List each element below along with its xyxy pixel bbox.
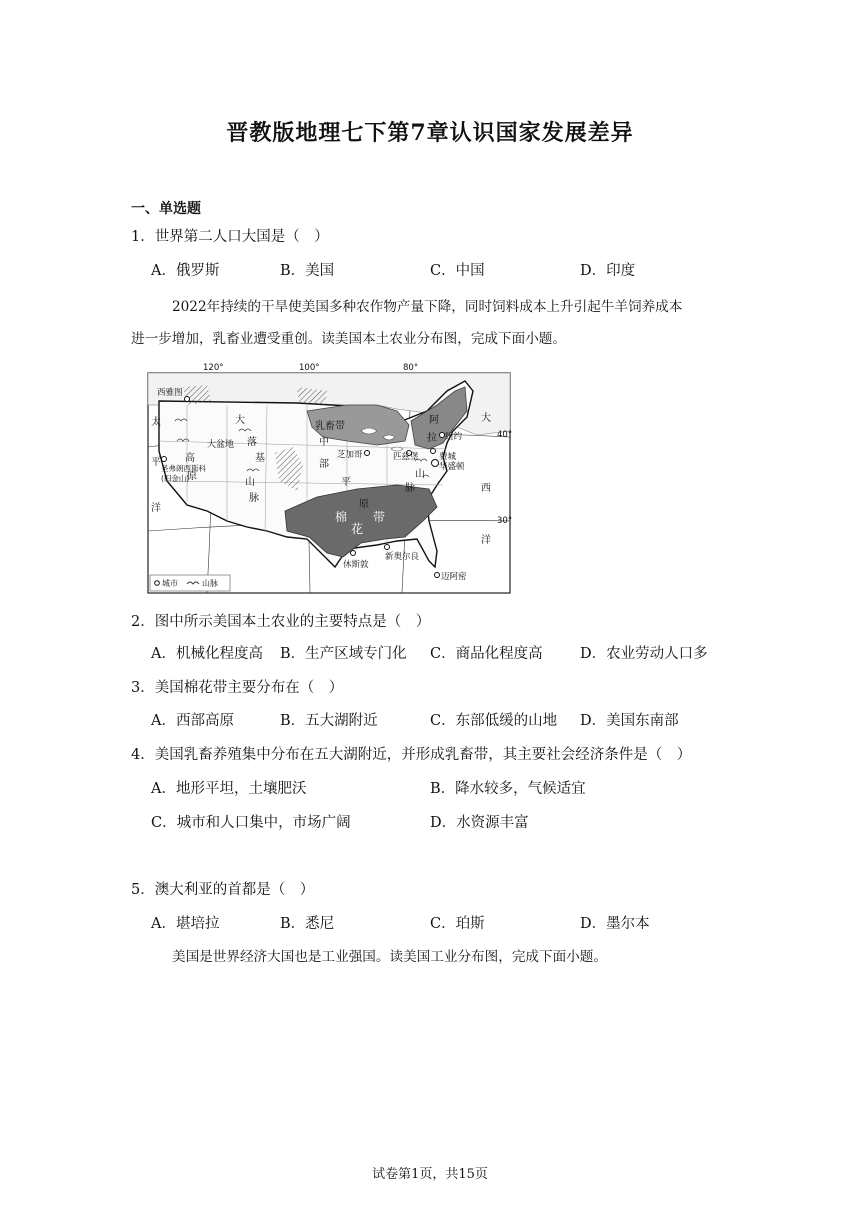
svg-text:(旧金山): (旧金山) bbox=[161, 474, 190, 483]
question-1-option-c: C．中国 bbox=[430, 263, 485, 279]
section-heading: 一、单选题 bbox=[131, 201, 201, 217]
city-miami: 迈阿密 bbox=[441, 572, 467, 582]
question-3-stem: 3．美国棉花带主要分布在（ ） bbox=[131, 680, 344, 696]
question-3-option-d: D．美国东南部 bbox=[580, 713, 679, 729]
svg-text:原: 原 bbox=[187, 471, 197, 482]
svg-text:大: 大 bbox=[481, 413, 491, 424]
lat-40-label: 40° bbox=[497, 430, 512, 440]
cotton-belt-label-3: 带 bbox=[373, 510, 386, 524]
passage-2: 美国是世界经济大国也是工业强国。读美国工业分布图，完成下面小题。 bbox=[172, 949, 607, 965]
passage-1-line-1: 2022年持续的干旱使美国多种农作物产量下降，同时饲料成本上升引起牛羊饲养成本 bbox=[172, 299, 683, 315]
svg-text:中: 中 bbox=[319, 437, 329, 448]
lat-30-label: 30° bbox=[497, 516, 512, 526]
city-washington: 华盛顿 bbox=[439, 462, 465, 472]
question-1-option-d: D．印度 bbox=[580, 263, 636, 279]
cotton-belt-label-1: 棉 bbox=[335, 510, 348, 524]
svg-text:落: 落 bbox=[247, 437, 257, 448]
svg-text:平: 平 bbox=[341, 477, 351, 488]
question-1-option-b: B．美国 bbox=[280, 263, 335, 279]
question-5-stem: 5．澳大利亚的首都是（ ） bbox=[131, 882, 315, 898]
city-houston: 休斯敦 bbox=[343, 560, 369, 570]
page-footer: 试卷第1页，共15页 bbox=[372, 1167, 488, 1182]
cotton-belt-label-2: 花 bbox=[351, 522, 364, 536]
question-1-option-a: A．俄罗斯 bbox=[151, 263, 220, 279]
question-2-option-b: B．生产区域专门化 bbox=[280, 646, 407, 662]
svg-text:西雅图: 西雅图 bbox=[157, 388, 183, 398]
question-4-option-b: B．降水较多，气候适宜 bbox=[430, 781, 586, 797]
question-2-option-d: D．农业劳动人口多 bbox=[580, 646, 708, 662]
svg-text:洋: 洋 bbox=[151, 503, 161, 514]
us-agriculture-map bbox=[147, 361, 512, 594]
svg-text:太: 太 bbox=[151, 417, 161, 428]
city-new-york: 纽约 bbox=[445, 432, 463, 442]
city-chicago: 芝加哥 bbox=[337, 450, 363, 460]
lon-120-label: 120° bbox=[203, 363, 224, 373]
question-5-option-c: C．珀斯 bbox=[430, 916, 485, 932]
svg-text:山: 山 bbox=[245, 477, 255, 488]
svg-text:高: 高 bbox=[185, 453, 195, 464]
question-3-option-c: C．东部低缓的山地 bbox=[430, 713, 558, 729]
svg-text:原: 原 bbox=[359, 499, 369, 510]
svg-text:西: 西 bbox=[481, 483, 491, 494]
legend-mountain: 山脉 bbox=[202, 579, 218, 588]
page-title: 晋教版地理七下第7章认识国家发展差异 bbox=[226, 120, 634, 146]
lon-80-label: 80° bbox=[403, 363, 419, 373]
question-3-option-b: B．五大湖附近 bbox=[280, 713, 378, 729]
svg-text:大盆地: 大盆地 bbox=[207, 440, 235, 450]
svg-text:平: 平 bbox=[151, 457, 161, 468]
question-2-option-c: C．商品化程度高 bbox=[430, 646, 543, 662]
question-1-stem: 1．世界第二人口大国是（ ） bbox=[131, 229, 329, 245]
svg-text:洋: 洋 bbox=[481, 535, 491, 546]
question-2-option-a: A．机械化程度高 bbox=[151, 646, 263, 662]
city-philadelphia: 费城 bbox=[439, 452, 457, 462]
lon-100-label: 100° bbox=[299, 363, 320, 373]
question-5-option-b: B．悉尼 bbox=[280, 916, 335, 932]
svg-text:基: 基 bbox=[255, 453, 265, 464]
svg-text:脉: 脉 bbox=[405, 483, 415, 494]
question-4-option-a: A．地形平坦，土壤肥沃 bbox=[151, 781, 307, 797]
svg-text:部: 部 bbox=[319, 459, 329, 470]
svg-text:圣弗朗西斯科: 圣弗朗西斯科 bbox=[161, 464, 206, 473]
dairy-belt-label: 乳畜带 bbox=[315, 421, 345, 432]
svg-text:山: 山 bbox=[415, 469, 425, 480]
city-pittsburgh: 匹兹堡 bbox=[393, 452, 419, 462]
svg-text:脉: 脉 bbox=[249, 493, 259, 504]
svg-text:大: 大 bbox=[235, 415, 245, 426]
question-4-stem: 4．美国乳畜养殖集中分布在五大湖附近，并形成乳畜带，其主要社会经济条件是（ ） bbox=[131, 747, 692, 763]
legend-city: 城市 bbox=[162, 579, 178, 588]
svg-text:拉: 拉 bbox=[427, 433, 437, 444]
passage-1-line-2: 进一步增加，乳畜业遭受重创。读美国本土农业分布图，完成下面小题。 bbox=[131, 331, 566, 347]
question-5-option-a: A．堪培拉 bbox=[151, 916, 220, 932]
svg-text:阿: 阿 bbox=[429, 415, 439, 426]
question-2-stem: 2．图中所示美国本土农业的主要特点是（ ） bbox=[131, 614, 431, 630]
question-4-option-c: C．城市和人口集中，市场广阔 bbox=[151, 815, 351, 831]
city-new-orleans: 新奥尔良 bbox=[385, 552, 420, 562]
question-4-option-d: D．水资源丰富 bbox=[430, 815, 529, 831]
question-5-option-d: D．墨尔本 bbox=[580, 916, 650, 932]
question-3-option-a: A．西部高原 bbox=[151, 713, 234, 729]
